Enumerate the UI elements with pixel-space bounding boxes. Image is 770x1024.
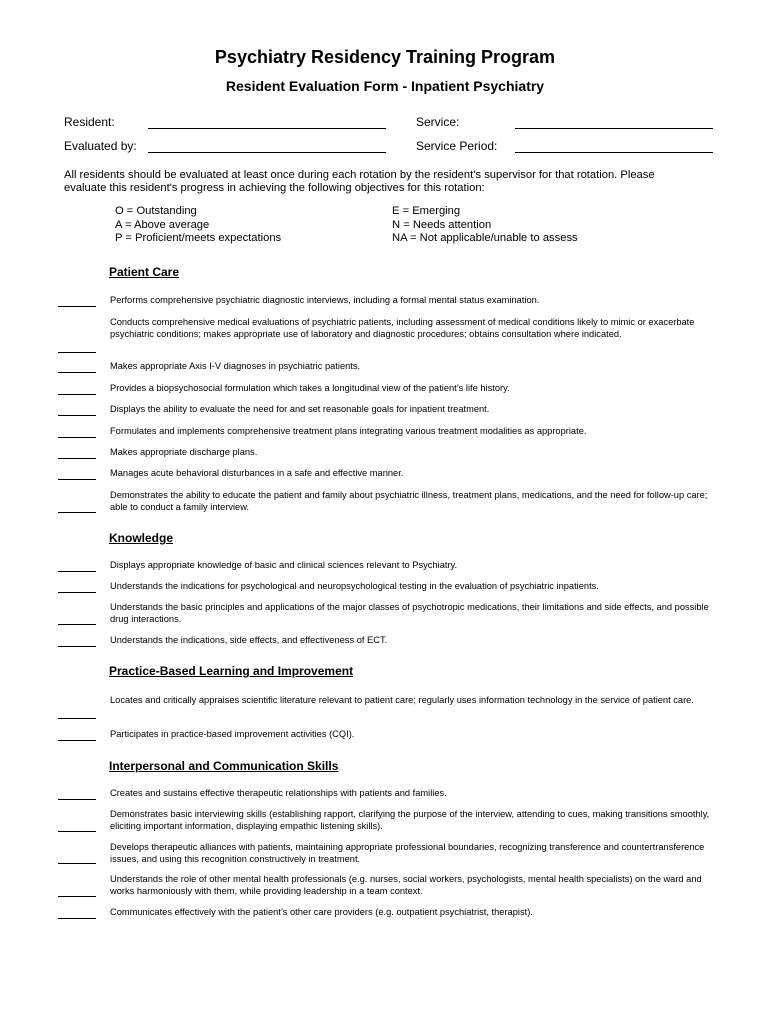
rating-blank[interactable] xyxy=(58,918,96,919)
service-label: Service: xyxy=(416,115,460,129)
rating-blank[interactable] xyxy=(58,718,96,719)
legend-entry: E = Emerging xyxy=(392,205,461,217)
rating-blank[interactable] xyxy=(58,799,96,800)
item-text: Understands the basic principles and applications of the major classes of psychotropic medications, their limitations and side effects, and possible drug interactions. xyxy=(110,602,709,624)
item-text: Makes appropriate Axis I-V diagnoses in psychiatric patients. xyxy=(110,361,361,371)
instructions: All residents should be evaluated at least once during each rotation by the resident’s supervisor for that rotation. Please evaluate this resident's progress in achieving the following objectives for this rotation: xyxy=(64,169,655,194)
legend-entry: N = Needs attention xyxy=(392,218,492,231)
rating-blank[interactable] xyxy=(58,372,96,373)
rating-blank[interactable] xyxy=(58,646,96,647)
section-title-practice-based-learning: Practice-Based Learning and Improvement xyxy=(109,664,354,678)
resident-field[interactable] xyxy=(148,128,386,129)
service-period-field[interactable] xyxy=(515,152,713,153)
item-text: Formulates and implements comprehensive treatment plans integrating various treatment modalities as appropriate. xyxy=(110,426,587,436)
legend-entry: A = Above average xyxy=(115,218,210,231)
rating-blank[interactable] xyxy=(58,437,96,438)
item-text: Understands the indications for psychological and neuropsychological testing in the evaluation of psychiatric inpatients. xyxy=(110,581,599,591)
form-subtitle: Resident Evaluation Form - Inpatient Psychiatry xyxy=(225,78,545,94)
rating-blank[interactable] xyxy=(58,592,96,593)
resident-label: Resident: xyxy=(64,115,115,129)
rating-blank[interactable] xyxy=(58,571,96,572)
item-text: Develops therapeutic alliances with patients, maintaining appropriate professional boundaries, recognizing transference and countertransference issues, and using this recognition constructively in treatment. xyxy=(110,842,705,864)
item-text: Locates and critically appraises scientific literature relevant to patient care; regularly uses information technology in the service of patient care. xyxy=(110,695,694,705)
item-text: Demonstrates basic interviewing skills (establishing rapport, clarifying the purpose of the interview, attending to cues, making transitions smoothly, eliciting important information, displaying empathic listening skills). xyxy=(110,809,710,831)
item-text: Conducts comprehensive medical evaluations of psychiatric patients, including assessment of medical conditions likely to mimic or exacerbate psychiatric conditions; makes appropriate use of laboratory and diagnostic procedures; obtains consultation where indicated. xyxy=(110,317,695,339)
rating-blank[interactable] xyxy=(58,479,96,480)
item-text: Manages acute behavioral disturbances in a safe and effective manner. xyxy=(110,468,404,478)
legend-entry: P = Proficient/meets expectations xyxy=(115,232,282,244)
item-text: Displays the ability to evaluate the need for and set reasonable goals for inpatient treatment. xyxy=(110,404,490,414)
section-title-knowledge: Knowledge xyxy=(109,531,174,545)
item-text: Demonstrates the ability to educate the patient and family about psychiatric illness, treatment plans, medications, and the need for follow-up care; able to conduct a family interview. xyxy=(110,490,708,512)
rating-blank[interactable] xyxy=(58,512,96,513)
rating-blank[interactable] xyxy=(58,624,96,625)
item-text: Performs comprehensive psychiatric diagnostic interviews, including a formal mental status examination. xyxy=(110,295,540,305)
item-text: Makes appropriate discharge plans. xyxy=(110,447,258,457)
evaluated-by-label: Evaluated by: xyxy=(64,139,137,153)
item-text: Displays appropriate knowledge of basic and clinical sciences relevant to Psychiatry. xyxy=(110,560,458,570)
legend-right xyxy=(392,205,578,246)
legend-left xyxy=(115,205,281,246)
item-text: Participates in practice-based improvement activities (CQI). xyxy=(110,729,355,739)
legend-entry: NA = Not applicable/unable to assess xyxy=(392,232,578,244)
item-text: Provides a biopsychosocial formulation which takes a longitudinal view of the patient’s life history. xyxy=(110,383,510,393)
item-text: Communicates effectively with the patient’s other care providers (e.g. outpatient psychiatrist, therapist). xyxy=(110,907,533,917)
rating-blank[interactable] xyxy=(58,352,96,353)
rating-blank[interactable] xyxy=(58,863,96,864)
rating-blank[interactable] xyxy=(58,458,96,459)
rating-blank[interactable] xyxy=(58,415,96,416)
rating-blank[interactable] xyxy=(58,831,96,832)
form-title: Psychiatry Residency Training Program xyxy=(214,47,556,67)
evaluated-by-field[interactable] xyxy=(148,152,386,153)
service-field[interactable] xyxy=(515,128,713,129)
legend-entry: O = Outstanding xyxy=(115,205,197,217)
item-text: Understands the indications, side effects, and effectiveness of ECT. xyxy=(110,635,388,645)
rating-blank[interactable] xyxy=(58,896,96,897)
rating-blank[interactable] xyxy=(58,306,96,307)
rating-blank[interactable] xyxy=(58,740,96,741)
section-title-patient-care: Patient Care xyxy=(109,265,180,279)
rating-blank[interactable] xyxy=(58,394,96,395)
item-text: Understands the role of other mental health professionals (e.g. nurses, social workers, psychologists, mental health specialists) on the ward and works harmoniously with them, while providing leadership in a team context. xyxy=(110,874,702,896)
section-title-interpersonal-communication: Interpersonal and Communication Skills xyxy=(109,759,339,773)
item-text: Creates and sustains effective therapeutic relationships with patients and families. xyxy=(110,788,447,798)
service-period-label: Service Period: xyxy=(416,139,498,153)
